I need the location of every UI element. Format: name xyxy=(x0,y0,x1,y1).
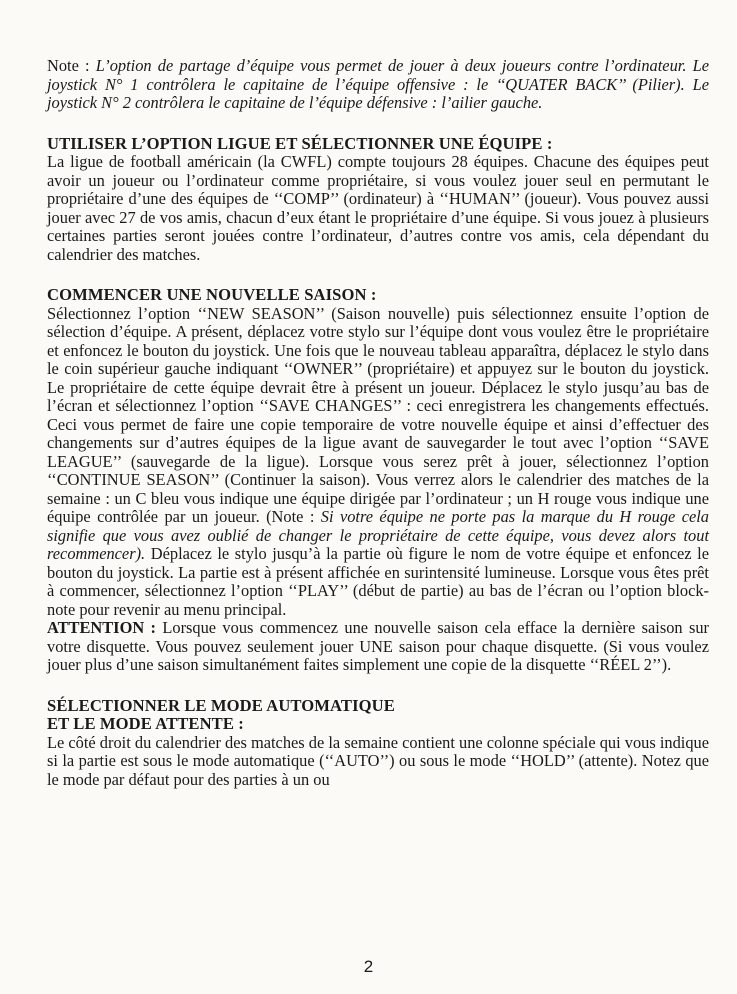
page-number: 2 xyxy=(363,957,374,976)
section-spacer xyxy=(47,675,709,697)
section-spacer xyxy=(47,264,709,286)
note-text: L’option de partage d’équipe vous permet de jouer à deux joueurs contre l’ordinateur. Le joystick N° 1 contrôlera le capitaine de l’équipe offensive : le ‘‘QUATER BACK’’ (Pilier). Le joystick N° 2 contrôlera le capitaine de l’équipe défensive : l’ailier gauche. xyxy=(47,56,709,112)
attention-paragraph xyxy=(47,619,709,675)
section-body-auto-mode: Le côté droit du calendrier des matches de la semaine contient une colonne spéciale qui vous indique si la partie est sous le mode automatique (‘‘AUTO’’) ou sous le mode ‘‘HOLD’’ (attente). Notez que le mode par défaut pour des parties à un ou xyxy=(47,732,709,789)
attention-label: ATTENTION : xyxy=(47,618,156,637)
section-heading-league: UTILISER L’OPTION LIGUE ET SÉLECTIONNER UNE ÉQUIPE : xyxy=(47,133,553,153)
new-season-text-part1: Sélectionnez l’option ‘‘NEW SEASON’’ (Saison nouvelle) puis sélectionnez ensuite l’option de sélection d’équipe. A présent, déplacez votre stylo sur l’équipe dont vous voulez être le propriétaire et enfoncez le bouton du joystick. Une fois que le nouveau tableau apparaîtra, déplacez le stylo dans le coin supérieur gauche indiquant ‘‘OWNER’’ (propriétaire) et appuyez sur le bouton du joystick. Le propriétaire de cette équipe devrait être à présent un joueur. Déplacez le stylo jusqu’au bas de l’écran et sélectionnez l’option ‘‘SAVE CHANGES’’ : ceci enregistrera les changements effectués. Ceci vous permet de faire une copie temporaire de votre nouvelle équipe et ainsi d’effectuer des changements sur d’autres équipes de la ligue avant de sauvegarder le tout avec l’option ‘‘SAVE LEAGUE’’ (sauvegarde de la ligue). Lorsque vous serez prêt à jouer, sélectionnez l’option ‘‘CONTINUE SEASON’’ (Continuer la saison). Vous verrez alors le calendrier des matches de la semaine : un C bleu vous indique une équipe dirigée par l’ordinateur ; un H rouge vous indique une équipe contrôlée par un joueur. (Note : xyxy=(47,303,709,526)
note-paragraph xyxy=(47,57,709,113)
attention-text: Lorsque vous commencez une nouvelle saison cela efface la dernière saison sur votre disquette. Vous pouvez seulement jouer UNE saison pour chaque disquette. (Si vous voulez jouer plus d’une saison simultanément faites simplement une copie de la disquette ‘‘RÉEL 2’’). xyxy=(47,618,709,674)
section-heading-new-season: COMMENCER UNE NOUVELLE SAISON : xyxy=(47,285,377,304)
new-season-italic-note: Si votre équipe ne porte pas la marque du H rouge cela signifie que vous avez oublié de changer le propriétaire de cette équipe, vous devez alors tout recommencer). xyxy=(47,507,709,563)
new-season-text-part2: Déplacez le stylo jusqu’à la partie où figure le nom de votre équipe et enfoncez le bouton du joystick. La partie est à présent affichée en surintensité lumineuse. Lorsque vous êtes prêt à commencer, sélectionnez l’option ‘‘PLAY’’ (début de partie) au bas de l’écran ou l’option block-note pour revenir au menu principal. xyxy=(47,544,709,619)
section-body-new-season xyxy=(47,305,709,620)
section-body-league: La ligue de football américain (la CWFL) compte toujours 28 équipes. Chacune des équipes peut avoir un joueur ou l’ordinateur comme propriétaire, si vous voulez jouer seul en permutant le propriétaire d’une des équipes de ‘‘COMP’’ (ordinateur) à ‘‘HUMAN’’ (joueur). Vous pouvez aussi jouer avec 27 de vos amis, chacun d’eux étant le propriétaire d’une équipe. Si vous jouez à plusieurs certaines parties seront jouées contre l’ordinateur, d’autres contre vos amis, cela dépendant du calendrier des matches. xyxy=(47,152,709,264)
auto-mode-heading-line2: ET LE MODE ATTENTE : xyxy=(47,714,244,733)
auto-mode-heading-line1: SÉLECTIONNER LE MODE AUTOMATIQUE xyxy=(47,695,395,715)
note-label: Note : xyxy=(47,56,90,75)
section-heading-auto-mode xyxy=(47,697,709,734)
